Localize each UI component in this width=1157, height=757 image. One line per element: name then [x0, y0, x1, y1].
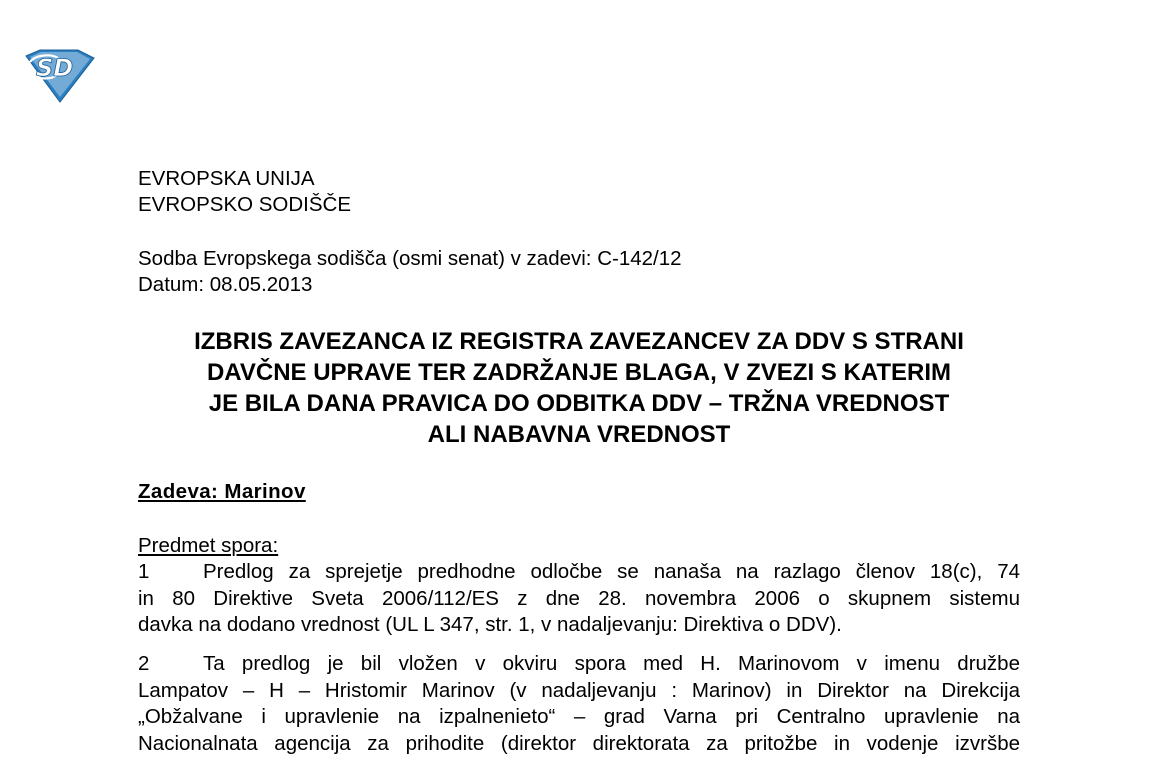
title-line: IZBRIS ZAVEZANCA IZ REGISTRA ZAVEZANCEV ZA DDV S STRANI [138, 326, 1020, 357]
paragraph-line [138, 651, 1020, 678]
paragraph-line: Nacionalnata agencija za prihodite (direktor direktorata za pritožbe in vodenje izvršbe [138, 731, 1020, 757]
paragraph-1 [138, 559, 1020, 639]
document-title [138, 326, 1020, 450]
paragraph-2 [138, 651, 1020, 757]
title-line: JE BILA DANA PRAVICA DO ODBITKA DDV – TRŽNA VREDNOST [138, 388, 1020, 419]
paragraph-line: Lampatov – H – Hristomir Marinov (v nadaljevanju : Marinov) in Direktor na Direkcija [138, 678, 1020, 705]
case-name: Zadeva: Marinov [138, 479, 306, 505]
court-heading: EVROPSKO SODIŠČE [138, 192, 351, 218]
title-line: DAVČNE UPRAVE TER ZADRŽANJE BLAGA, V ZVEZI S KATERIM [138, 357, 1020, 388]
title-line: ALI NABAVNA VREDNOST [138, 419, 1020, 450]
sd-logo-icon [22, 48, 96, 104]
paragraph-line [138, 559, 1020, 586]
paragraph-text: Ta predlog je bil vložen v okviru spora med H. Marinovom v imenu družbe [203, 652, 1020, 675]
judgment-date: Datum: 08.05.2013 [138, 272, 312, 298]
paragraph-line: davka na dodano vrednost (UL L 347, str. 1, v nadaljevanju: Direktiva o DDV). [138, 612, 1020, 639]
paragraph-line: in 80 Direktive Sveta 2006/112/ES z dne 28. novembra 2006 o skupnem sistemu [138, 586, 1020, 613]
svg-text:SD: SD [36, 54, 73, 82]
subject-heading: Predmet spora: [138, 533, 278, 559]
paragraph-text: Predlog za sprejetje predhodne odločbe se nanaša na razlago členov 18(c), 74 [203, 560, 1020, 583]
paragraph-number: 2 [138, 651, 203, 678]
eu-heading: EVROPSKA UNIJA [138, 166, 315, 192]
paragraph-line: „Obžalvane i upravlenie na izpalnenieto“ – grad Varna pri Centralno upravlenie na [138, 704, 1020, 731]
judgment-reference: Sodba Evropskega sodišča (osmi senat) v zadevi: C-142/12 [138, 246, 682, 272]
paragraph-number: 1 [138, 559, 203, 586]
